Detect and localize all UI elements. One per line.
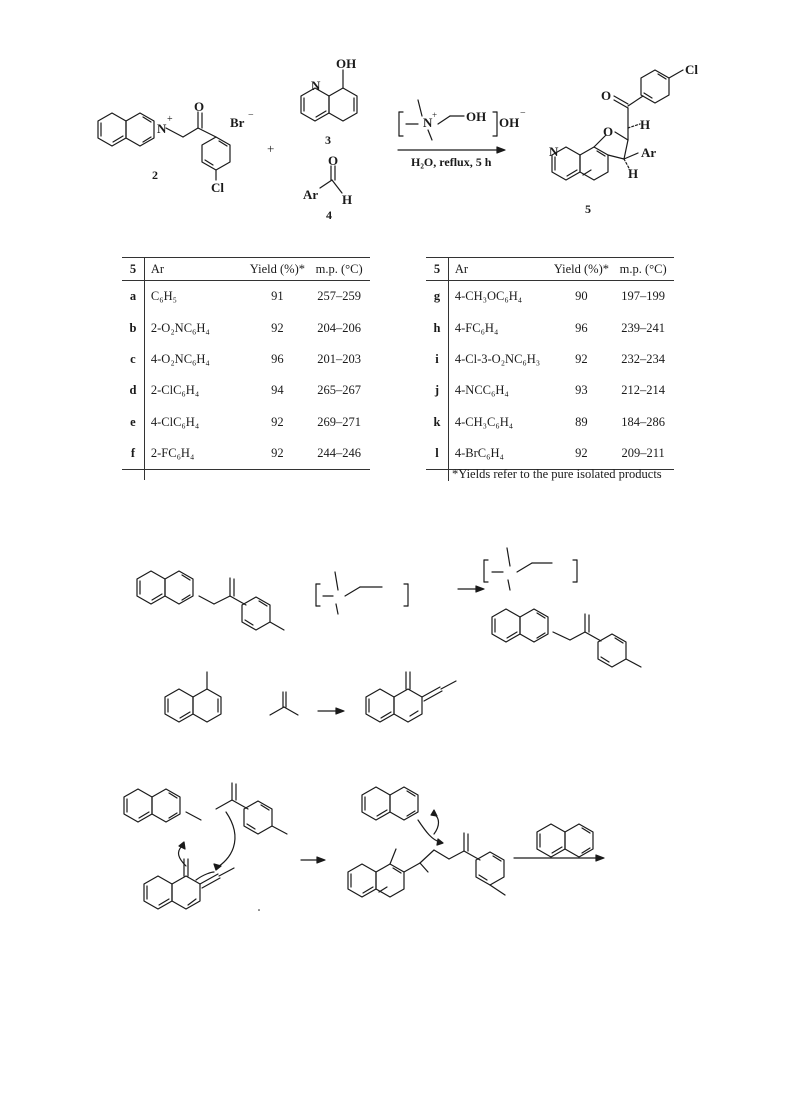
bromide-charge: − xyxy=(248,110,254,121)
row-ar: 4-CH₃OC₆H₄ xyxy=(454,289,523,304)
row-ar: C₆H₅ xyxy=(150,289,177,304)
header-mp: m.p. (°C) xyxy=(612,258,674,281)
atom-ar: Ar xyxy=(303,187,319,202)
table-row xyxy=(122,407,370,438)
table-row xyxy=(122,375,370,406)
table-row xyxy=(122,344,370,375)
header-mp: m.p. (°C) xyxy=(308,258,370,281)
mechanism-step-3 xyxy=(124,783,604,909)
row-ar: 2-ClC₆H₄ xyxy=(150,383,200,398)
product-ketone-o: O xyxy=(601,88,612,103)
header-ar: Ar xyxy=(144,258,246,281)
table-row xyxy=(122,312,370,343)
compound-3-label: 3 xyxy=(325,133,331,147)
compound-3-structure xyxy=(301,70,357,121)
row-yield: 90 xyxy=(575,289,588,304)
atom-aldehyde-o: O xyxy=(328,153,339,168)
charge-plus: + xyxy=(167,114,173,125)
row-mp: 201–203 xyxy=(317,351,361,366)
compound-4-label: 4 xyxy=(326,208,332,222)
row-id: e xyxy=(122,407,144,438)
atom-oh: OH xyxy=(336,56,357,71)
table-footnote: *Yields refer to the pure isolated products xyxy=(452,467,662,481)
row-id: g xyxy=(426,281,448,313)
product-ar: Ar xyxy=(641,145,657,160)
row-id: c xyxy=(122,344,144,375)
compound-5-label: 5 xyxy=(585,202,591,216)
row-yield: 89 xyxy=(575,414,588,429)
row-mp: 184–286 xyxy=(621,414,666,429)
row-mp: 204–206 xyxy=(317,320,361,335)
reaction-conditions: H₂O, reflux, 5 h xyxy=(411,155,492,169)
table-row xyxy=(426,407,674,438)
row-id: i xyxy=(426,344,448,375)
row-ar: 4-O₂NC₆H₄ xyxy=(150,351,210,366)
catalyst-n: N xyxy=(423,115,433,130)
row-ar: 4-Cl-3-O₂NC₆H₃ xyxy=(454,351,541,366)
table-header-row xyxy=(122,258,370,281)
atom-cl: Cl xyxy=(211,180,224,195)
header-compound: 5 xyxy=(122,258,144,281)
mechanism-step-2 xyxy=(165,672,456,722)
row-yield: 96 xyxy=(271,351,284,366)
product-n: N xyxy=(549,144,559,159)
row-ar: 4-NCC₆H₄ xyxy=(454,383,509,398)
row-yield: 92 xyxy=(575,351,588,366)
atom-h: H xyxy=(342,192,353,207)
row-id: d xyxy=(122,375,144,406)
compound-4-structure xyxy=(320,166,342,193)
row-mp: 197–199 xyxy=(621,289,666,304)
row-yield: 92 xyxy=(271,320,284,335)
catalyst-anion: OH xyxy=(499,115,520,130)
row-ar: 4-CH₃C₆H₄ xyxy=(454,414,514,429)
table-right-footer-rule xyxy=(448,465,449,481)
atom-ketone-o: O xyxy=(194,99,205,114)
row-mp: 265–267 xyxy=(317,383,361,398)
row-yield: 92 xyxy=(271,414,284,429)
mechanism-step-1 xyxy=(137,548,641,667)
compound-5-structure xyxy=(552,70,683,180)
row-id: h xyxy=(426,312,448,343)
row-mp: 239–241 xyxy=(621,320,666,335)
row-yield: 94 xyxy=(271,383,284,398)
header-compound: 5 xyxy=(426,258,448,281)
product-h2: H xyxy=(628,166,639,181)
catalyst-plus: + xyxy=(432,110,438,120)
row-id: j xyxy=(426,375,448,406)
table-row xyxy=(122,281,370,313)
table-row xyxy=(426,344,674,375)
row-id: k xyxy=(426,407,448,438)
catalyst-oh: OH xyxy=(466,109,487,124)
row-id: f xyxy=(122,438,144,470)
results-table-left xyxy=(122,257,370,470)
header-yield: Yield (%)* xyxy=(247,258,309,281)
row-yield: 91 xyxy=(271,289,284,304)
row-id: l xyxy=(426,438,448,470)
atom-n-plus: N xyxy=(157,121,167,136)
row-mp: 232–234 xyxy=(621,351,666,366)
row-yield: 92 xyxy=(551,438,613,470)
row-ar: 4-ClC₆H₄ xyxy=(150,414,200,429)
header-yield: Yield (%)* xyxy=(551,258,613,281)
product-h1: H xyxy=(640,117,651,132)
row-mp: 244–246 xyxy=(308,438,370,470)
plus-sign: + xyxy=(267,141,275,156)
header-ar: Ar xyxy=(448,258,550,281)
row-ar: 2-O₂NC₆H₄ xyxy=(150,320,210,335)
table-row xyxy=(426,281,674,313)
row-ar: 4-FC₆H₄ xyxy=(454,320,499,335)
row-ar: 4-BrC₆H₄ xyxy=(448,438,550,470)
row-mp: 269–271 xyxy=(317,414,361,429)
product-ring-o: O xyxy=(603,124,614,139)
catalyst-anion-charge: − xyxy=(520,108,526,119)
row-yield: 93 xyxy=(575,383,588,398)
product-cl: Cl xyxy=(685,62,698,77)
row-mp: 212–214 xyxy=(621,383,666,398)
table-row xyxy=(426,312,674,343)
reaction-arrow xyxy=(398,147,505,153)
row-mp: 209–211 xyxy=(612,438,674,470)
row-mp: 257–259 xyxy=(317,289,361,304)
table-row xyxy=(426,375,674,406)
atom-bromide: Br xyxy=(230,115,245,130)
row-ar: 2-FC₆H₄ xyxy=(144,438,246,470)
row-id: b xyxy=(122,312,144,343)
row-yield: 96 xyxy=(575,320,588,335)
row-id: a xyxy=(122,281,144,313)
row-yield: 92 xyxy=(247,438,309,470)
compound-2-label: 2 xyxy=(152,168,158,182)
table-header-row xyxy=(426,258,674,281)
stray-dot xyxy=(258,909,260,911)
table-left-footer-rule xyxy=(144,465,145,480)
table-row xyxy=(122,438,370,470)
atom-quinoline-n: N xyxy=(311,78,321,93)
table-row xyxy=(426,438,674,470)
results-table-right xyxy=(426,257,674,470)
